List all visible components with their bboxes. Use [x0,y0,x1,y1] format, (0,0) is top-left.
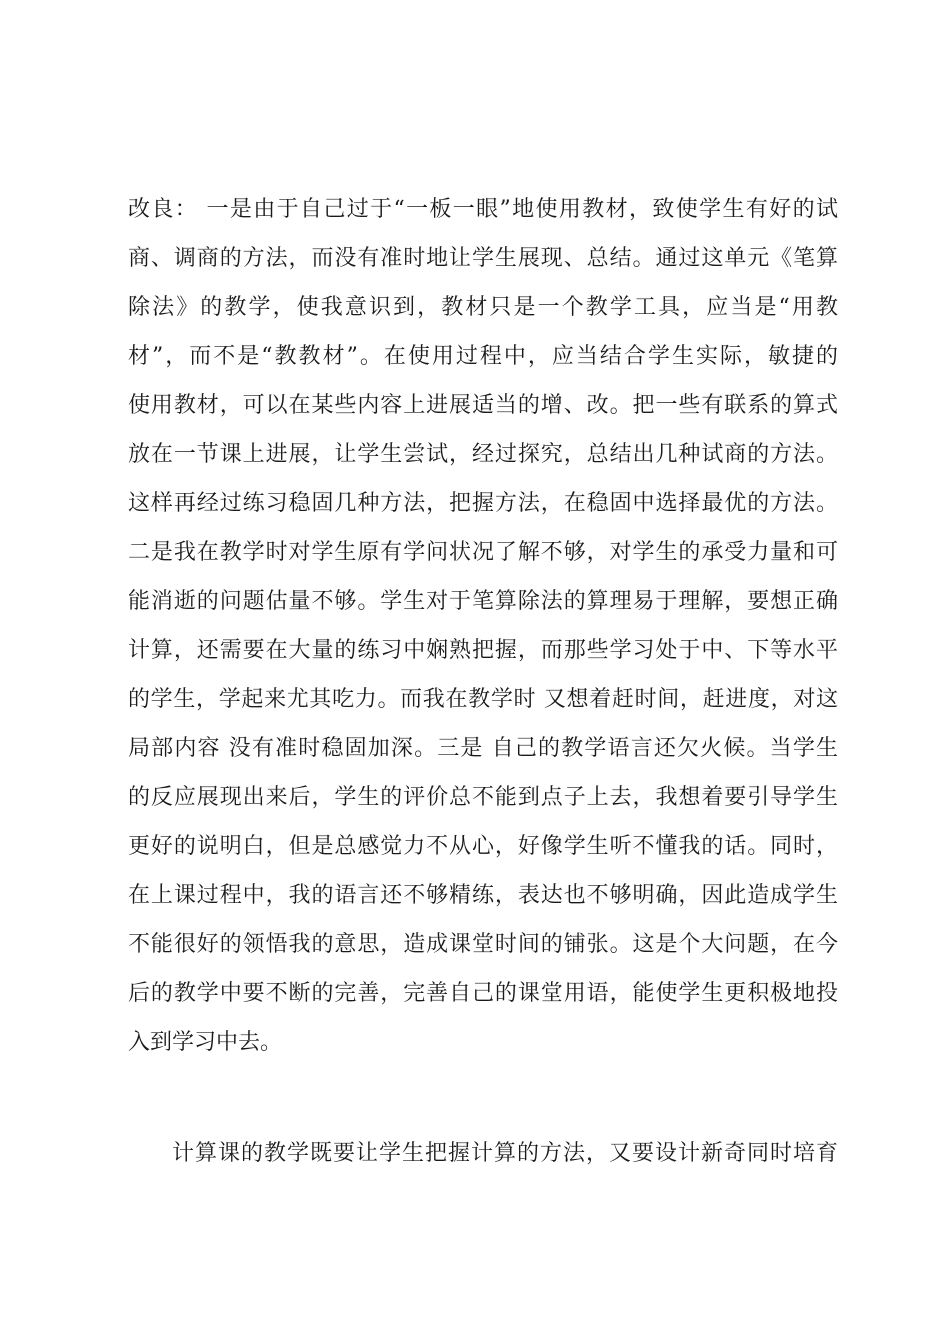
text-line: 二是我在教学时对学生原有学问状况了解不够，对学生的承受力量和可 [128,540,838,565]
text-line: 局部内容 没有准时稳固加深。三是 自己的教学语言还欠火候。当学生 [128,736,838,761]
text-line: 后的教学中要不断的完善，完善自己的课堂用语，能使学生更积极地投 [128,981,838,1006]
text-line: 改良： 一是由于自己过于“一板一眼”地使用教材，致使学生有好的试 [128,197,838,222]
text-line: 使用教材，可以在某些内容上进展适当的增、改。把一些有联系的算式 [128,393,838,418]
text-line: 这样再经过练习稳固几种方法，把握方法，在稳固中选择最优的方法。 [128,491,838,516]
text-line: 在上课过程中，我的语言还不够精练，表达也不够明确，因此造成学生 [128,883,838,908]
text-line: 的反应展现出来后，学生的评价总不能到点子上去，我想着要引导学生 [128,785,838,810]
paragraph-calculation-lesson [128,1129,838,1178]
text-line: 不能很好的领悟我的意思，造成课堂时间的铺张。这是个大问题，在今 [128,932,838,957]
text-line: 更好的说明白，但是总感觉力不从心，好像学生听不懂我的话。同时， [128,834,838,859]
text-line: 材”，而不是“教教材”。在使用过程中，应当结合学生实际，敏捷的 [128,344,838,369]
text-line: 除法》的教学，使我意识到，教材只是一个教学工具，应当是“用教 [128,295,838,320]
text-line: 计算，还需要在大量的练习中娴熟把握，而那些学习处于中、下等水平 [128,638,838,663]
paragraph-reflection [128,185,838,1067]
text-line: 入到学习中去。 [128,1030,283,1055]
text-line: 能消逝的问题估量不够。学生对于笔算除法的算理易于理解，要想正确 [128,589,838,614]
text-line: 放在一节课上进展，让学生尝试，经过探究，总结出几种试商的方法。 [128,442,838,467]
text-line: 的学生，学起来尤其吃力。而我在教学时 又想着赶时间，赶进度，对这 [128,687,838,712]
text-line: 计算课的教学既要让学生把握计算的方法，又要设计新奇同时培育 [172,1141,838,1166]
text-line: 商、调商的方法，而没有准时地让学生展现、总结。通过这单元《笔算 [128,246,838,271]
